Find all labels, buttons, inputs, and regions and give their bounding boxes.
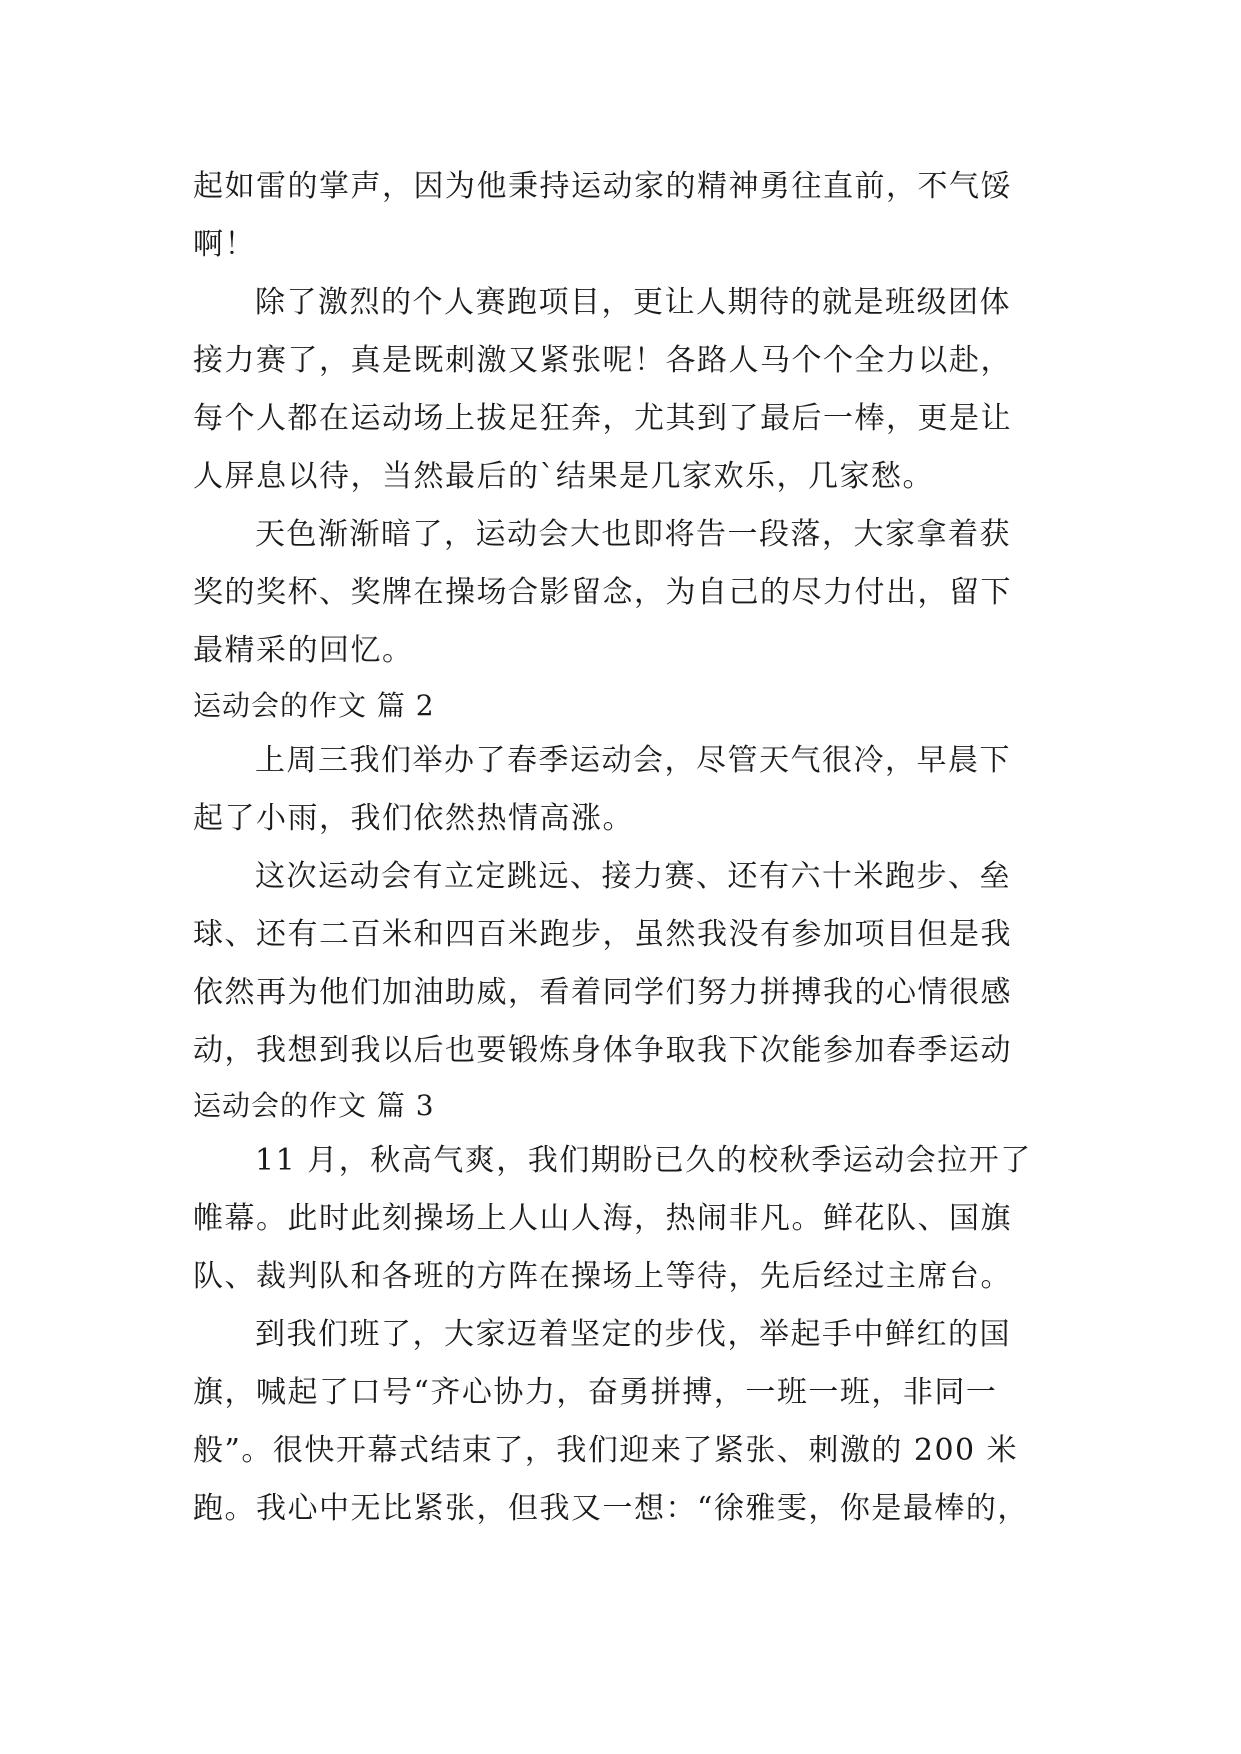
paragraph-first-line: 上周三我们举办了春季运动会，尽管天气很冷，早晨下 bbox=[255, 743, 1011, 778]
text-line: 每个人都在运动场上拔足狂奔，尤其到了最后一棒，更是让 bbox=[193, 401, 1012, 436]
text-line: 跑。我心中无比紧张，但我又一想：“徐雅雯，你是最棒的， bbox=[193, 1491, 1029, 1526]
text-line: 依然再为他们加油助威，看着同学们努力拼搏我的心情很感 bbox=[193, 975, 1012, 1010]
text-line: 接力赛了，真是既刺激又紧张呢！各路人马个个全力以赴， bbox=[193, 343, 1012, 378]
text-line: 帷幕。此时此刻操场上人山人海，热闹非凡。鲜花队、国旗 bbox=[193, 1201, 1012, 1236]
text-line: 起如雷的掌声，因为他秉持运动家的精神勇往直前，不气馁 bbox=[193, 169, 1012, 204]
text-line: 队、裁判队和各班的方阵在操场上等待，先后经过主席台。 bbox=[193, 1259, 1012, 1294]
text-line: 啊！ bbox=[193, 227, 256, 262]
section-heading: 运动会的作文 篇 3 bbox=[193, 1089, 435, 1122]
paragraph-first-line: 这次运动会有立定跳远、接力赛、还有六十米跑步、垒 bbox=[255, 859, 1011, 894]
text-line: 人屏息以待，当然最后的`结果是几家欢乐，几家愁。 bbox=[193, 459, 934, 494]
paragraph-first-line: 11 月，秋高气爽，我们期盼已久的校秋季运动会拉开了 bbox=[255, 1143, 1032, 1178]
paragraph-first-line: 除了激烈的个人赛跑项目，更让人期待的就是班级团体 bbox=[255, 285, 1011, 320]
paragraph-first-line: 到我们班了，大家迈着坚定的步伐，举起手中鲜红的国 bbox=[255, 1317, 1011, 1352]
text-line: 奖的奖杯、奖牌在操场合影留念，为自己的尽力付出，留下 bbox=[193, 575, 1012, 610]
text-line: 般”。很快开幕式结束了，我们迎来了紧张、刺激的 200 米 bbox=[193, 1433, 1019, 1468]
text-line: 旗，喊起了口号“齐心协力，奋勇拼搏，一班一班，非同一 bbox=[193, 1375, 998, 1410]
text-line: 球、还有二百米和四百米跑步，虽然我没有参加项目但是我 bbox=[193, 917, 1012, 952]
text-line: 动，我想到我以后也要锻炼身体争取我下次能参加春季运动 bbox=[193, 1033, 1012, 1068]
text-line: 起了小雨，我们依然热情高涨。 bbox=[193, 801, 634, 836]
document-body bbox=[193, 158, 1055, 1538]
section-heading: 运动会的作文 篇 2 bbox=[193, 689, 435, 722]
paragraph-first-line: 天色渐渐暗了，运动会大也即将告一段落，大家拿着获 bbox=[255, 517, 1011, 552]
text-line: 最精采的回忆。 bbox=[193, 633, 414, 668]
